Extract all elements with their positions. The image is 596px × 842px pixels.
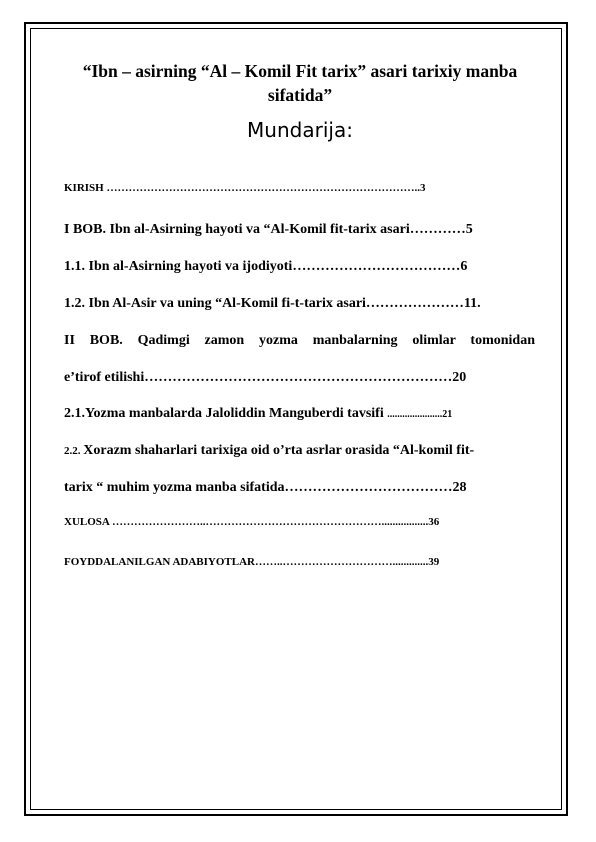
toc-entry-2-2-text: Xorazm shaharlari tarixiga oid o’rta asrlar orasida “Al-komil fit- [83,443,475,458]
toc-entry-2-2-line2: tarix “ muhim yozma manba sifatida………………………………28 [64,480,467,495]
toc-entry-kirish: KIRISH …………………………………………………………………………..3 [64,182,426,194]
toc-entry-bob2-line1: II BOB. Qadimgi zamon yozma manbalarning olimlar tomonidan [64,333,535,348]
toc-entry-2-1-text: 2.1.Yozma manbalarda Jaloliddin Manguberdi tavsifi [64,406,388,421]
document-title: “Ibn – asirning “Al – Komil Fit tarix” asari tarixiy manba sifatida” [82,61,518,105]
toc-entry-1-1: 1.1. Ibn al-Asirning hayoti va ijodiyoti………………………………6 [64,259,468,274]
toc-entry-adabiyotlar: FOYDDALANILGAN ADABIYOTLAR……..………………………….............39 [64,556,440,568]
toc-entry-2-1-page: ......................21 [387,409,453,420]
toc-entry-2-2-line1 [64,443,474,459]
toc-entry-xulosa: XULOSA ……………………..………………………………………….................36 [64,516,440,528]
toc-heading: Mundarija: [247,118,353,142]
toc-entry-2-2-number: 2.2. [64,445,84,457]
toc-entry-2-1 [64,406,452,422]
toc-entry-bob2-line2: e’tirof etilishi…………………………………………………………20 [64,370,467,385]
toc-entry-bob1: I BOB. Ibn al-Asirning hayoti va “Al-Komil fit-tarix asari…………5 [64,222,473,237]
toc-entry-1-2: 1.2. Ibn Al-Asir va uning “Al-Komil fi-t-tarix asari…………………11. [64,296,481,311]
